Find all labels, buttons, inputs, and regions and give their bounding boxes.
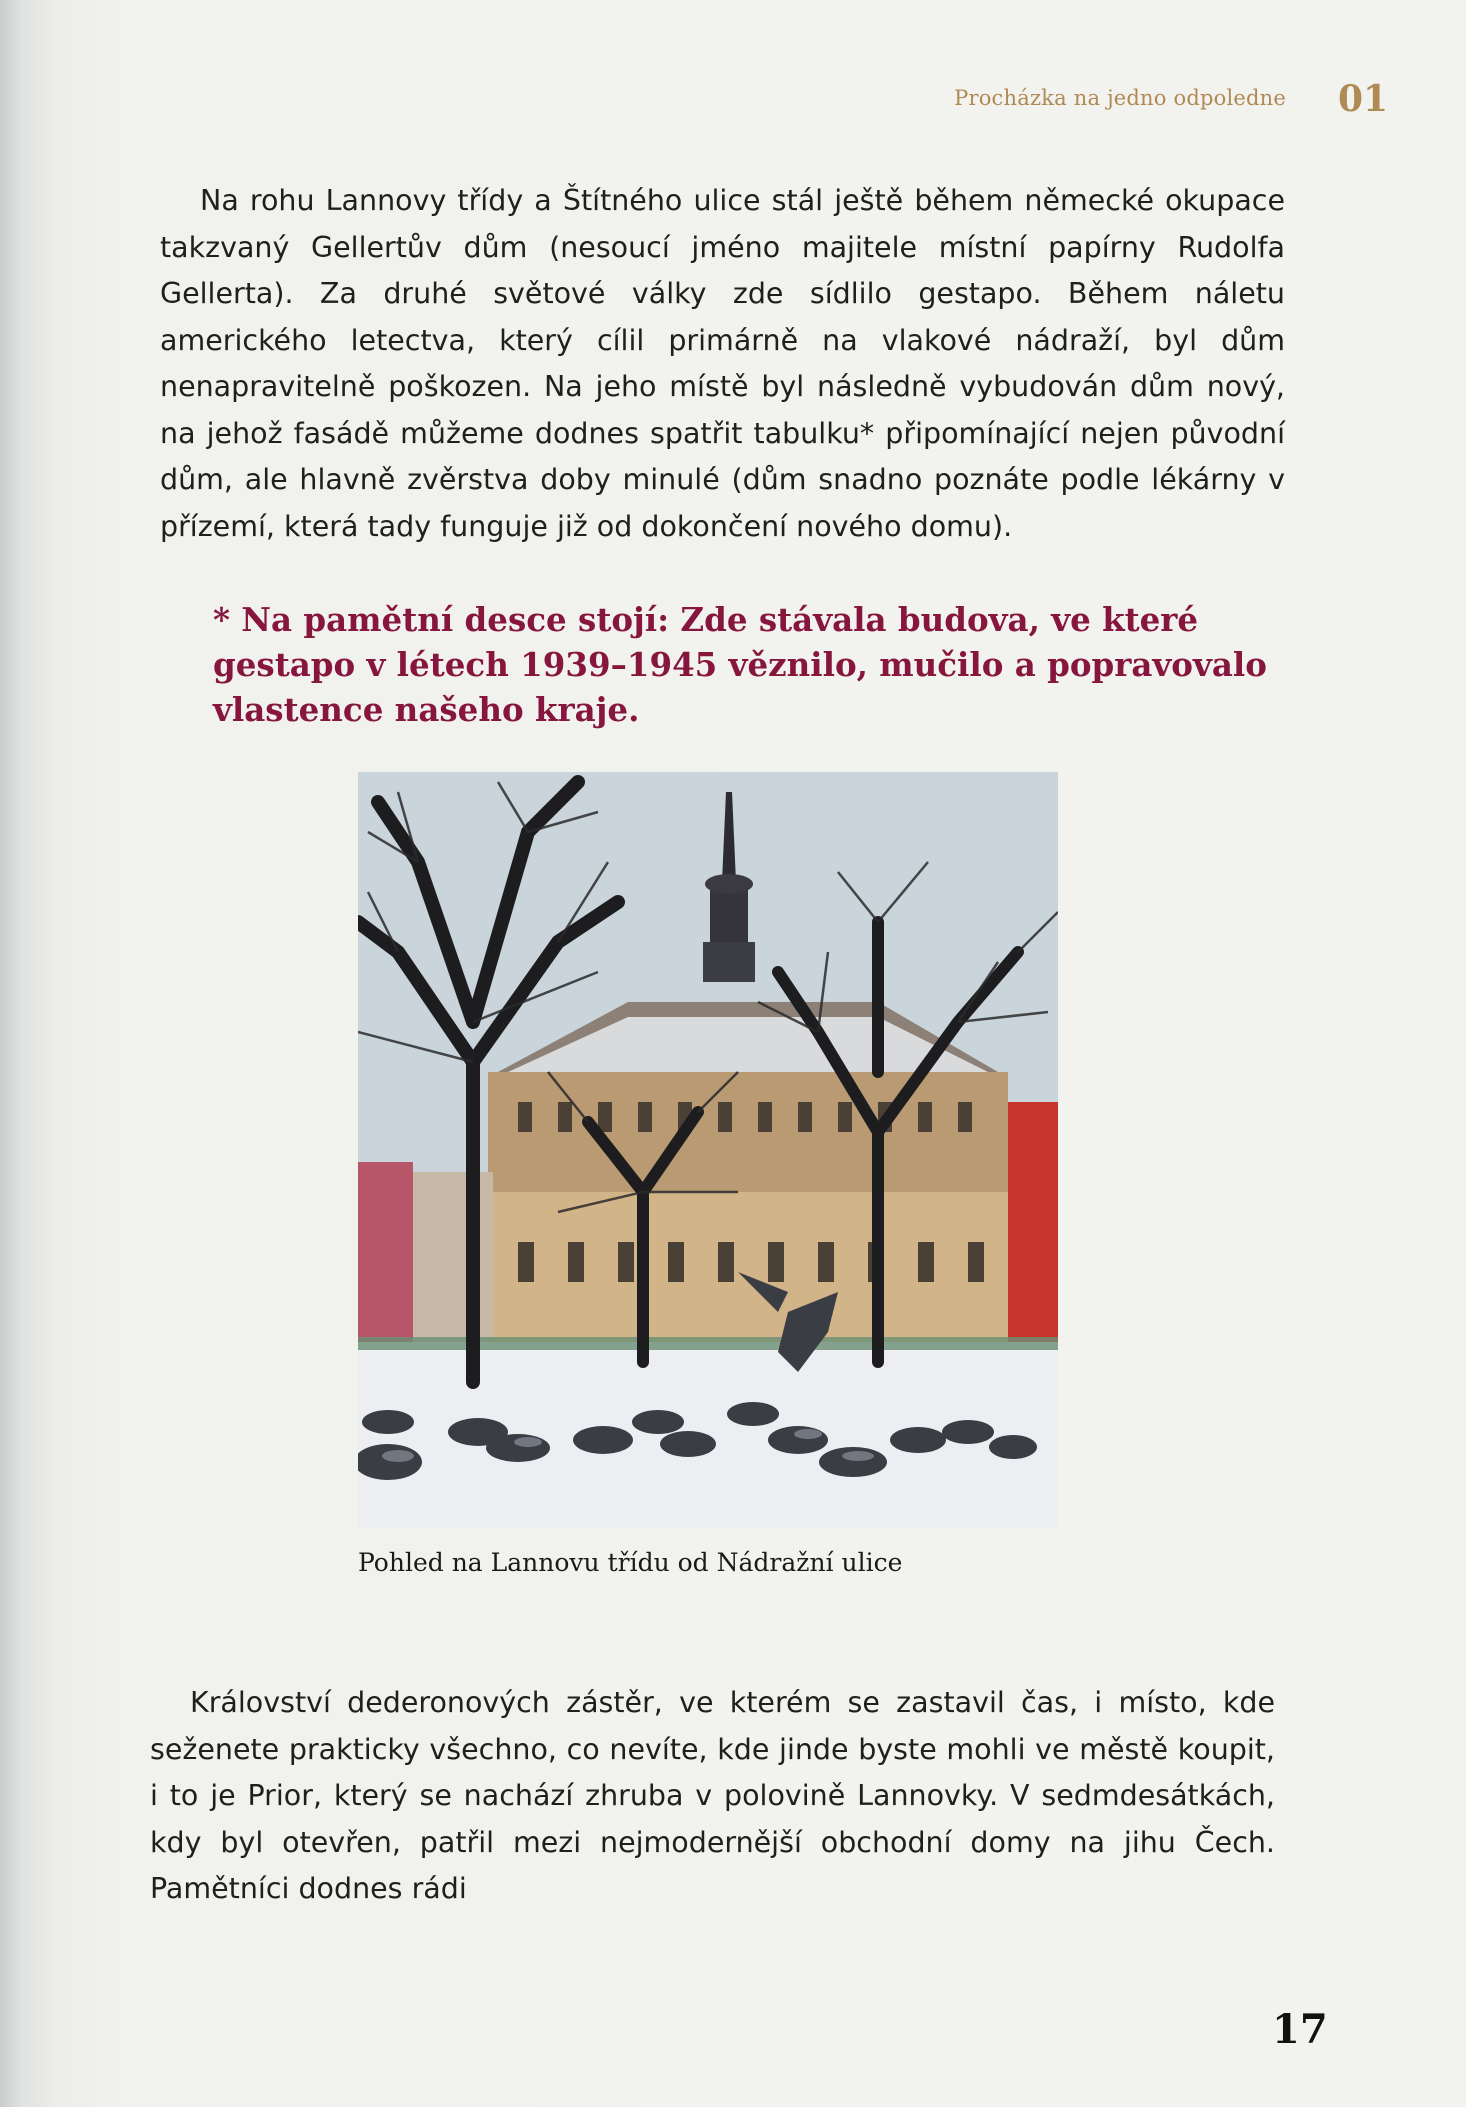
paragraph-prior: Království dederonových zástěr, ve kterém se zastavil čas, i místo, kde seženete prakticky všechno, co nevíte, kde jinde byste mohli ve městě koupit, i to je Prior, který se nachází zhruba v polovině Lannovky. V sedmdesátkách, kdy byl otevřen, patřil mezi nejmodernější obchodní domy na jihu Čech. Pamětníci dodnes rádi (150, 1686, 1275, 1905)
page-number: 17 (1272, 2006, 1328, 2053)
chapter-number: 01 (1338, 78, 1389, 120)
photo-caption: Pohled na Lannovu třídu od Nádražní ulice (358, 1548, 903, 1577)
street-photo (358, 772, 1058, 1528)
paragraph-gellert-house: Na rohu Lannovy třídy a Štítného ulice stál ještě během německé okupace takzvaný Gellertův dům (nesoucí jméno majitele místní papírny Rudolfa Gellerta). Za druhé světové války zde sídlilo gestapo. Během náletu amerického letectva, který cílil primárně na vlakové nádraží, byl dům nenapravitelně poškozen. Na jeho místě byl následně vybudován dům nový, na jehož fasádě můžeme dodnes spatřit tabulku* připomínající nejen původní dům, ale hlavně zvěrstva doby minulé (dům snadno poznáte podle lékárny v přízemí, která tady funguje již od dokončení nového domu). (160, 184, 1285, 543)
memorial-plaque-quote: * Na pamětní desce stojí: Zde stávala budova, ve které gestapo v létech 1939–1945 věznilo, mučilo a popravovalo vlastence našeho kraje. (213, 600, 1267, 729)
running-head: Procházka na jedno odpoledne (954, 86, 1286, 110)
